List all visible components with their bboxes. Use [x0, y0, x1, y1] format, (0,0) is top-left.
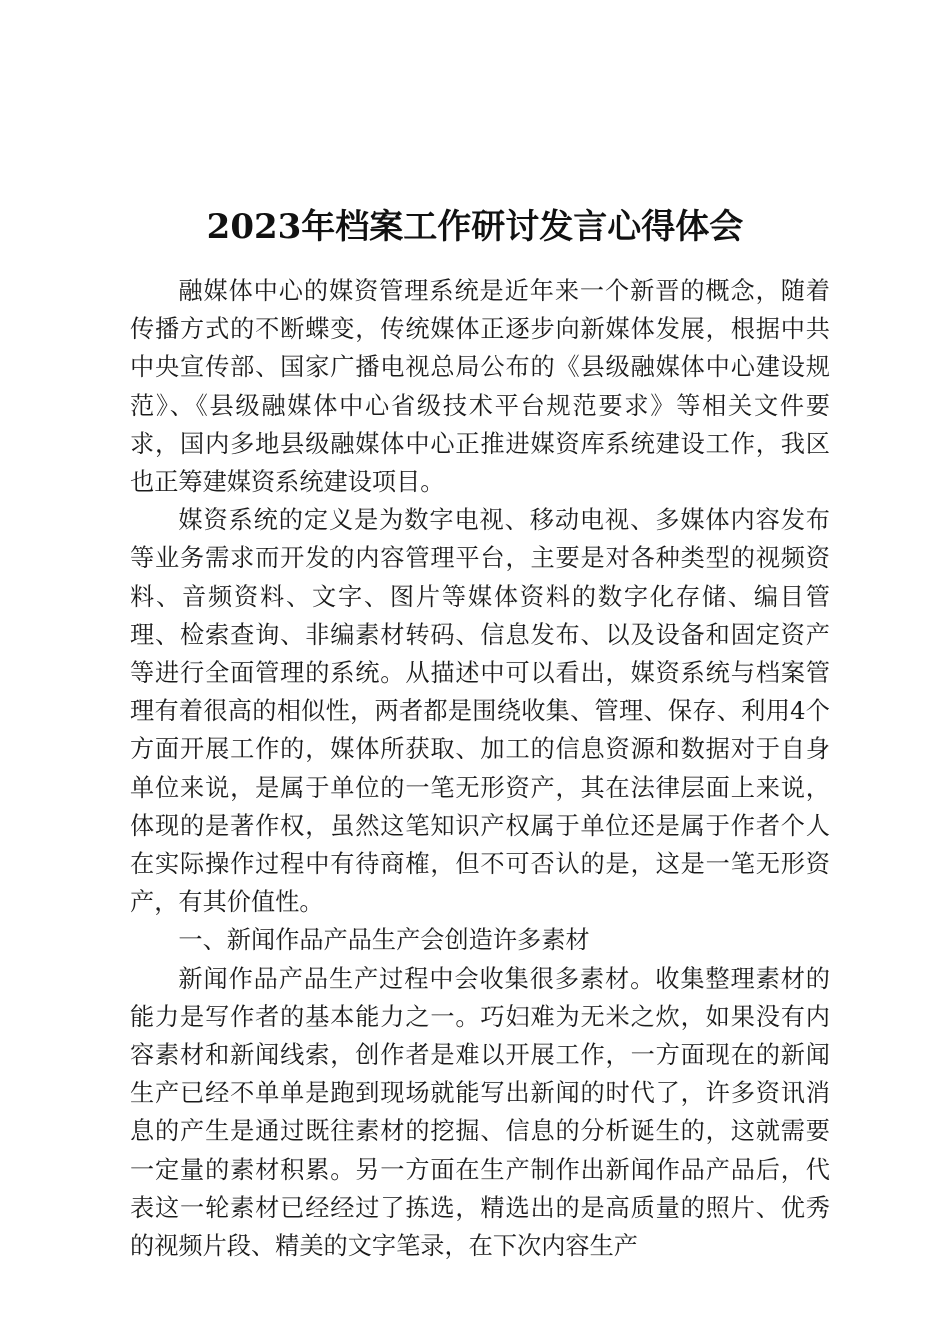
document-body: [130, 272, 830, 1265]
paragraph-definition: 媒资系统的定义是为数字电视、移动电视、多媒体内容发布等业务需求而开发的内容管理平台，主要是对各种类型的视频资料、音频资料、文字、图片等媒体资料的数字化存储、编目管理、检索查询、非编素材转码、信息发布、以及设备和固定资产等进行全面管理的系统。从描述中可以看出，媒资系统与档案管理有着很高的相似性，两者都是围绕收集、管理、保存、利用4个方面开展工作的，媒体所获取、加工的信息资源和数据对于自身单位来说，是属于单位的一笔无形资产，其在法律层面上来说，体现的是著作权，虽然这笔知识产权属于单位还是属于作者个人在实际操作过程中有待商榷，但不可否认的是，这是一笔无形资产，有其价值性。: [130, 506, 830, 917]
page-title: 2023年档案工作研讨发言心得体会: [206, 206, 744, 247]
paragraph-intro: 融媒体中心的媒资管理系统是近年来一个新晋的概念，随着传播方式的不断蝶变，传统媒体正逐步向新媒体发展，根据中共中央宣传部、国家广播电视总局公布的《县级融媒体中心建设规范》、《县级融媒体中心省级技术平台规范要求》等相关文件要求，国内多地县级融媒体中心正推进媒资库系统建设工作，我区也正筹建媒资系统建设项目。: [130, 277, 830, 497]
section-heading: 一、新闻作品产品生产会创造许多素材: [178, 926, 590, 955]
paragraph-materials: 新闻作品产品生产过程中会收集很多素材。收集整理素材的能力是写作者的基本能力之一。巧妇难为无米之炊，如果没有内容素材和新闻线索，创作者是难以开展工作，一方面现在的新闻生产已经不单单是跑到现场就能写出新闻的时代了，许多资讯消息的产生是通过既往素材的挖掘、信息的分析诞生的，这就需要一定量的素材积累。另一方面在生产制作出新闻作品产品后，代表这一轮素材已经经过了拣选，精选出的是高质量的照片、优秀的视频片段、精美的文字笔录，在下次内容生产: [130, 964, 830, 1261]
